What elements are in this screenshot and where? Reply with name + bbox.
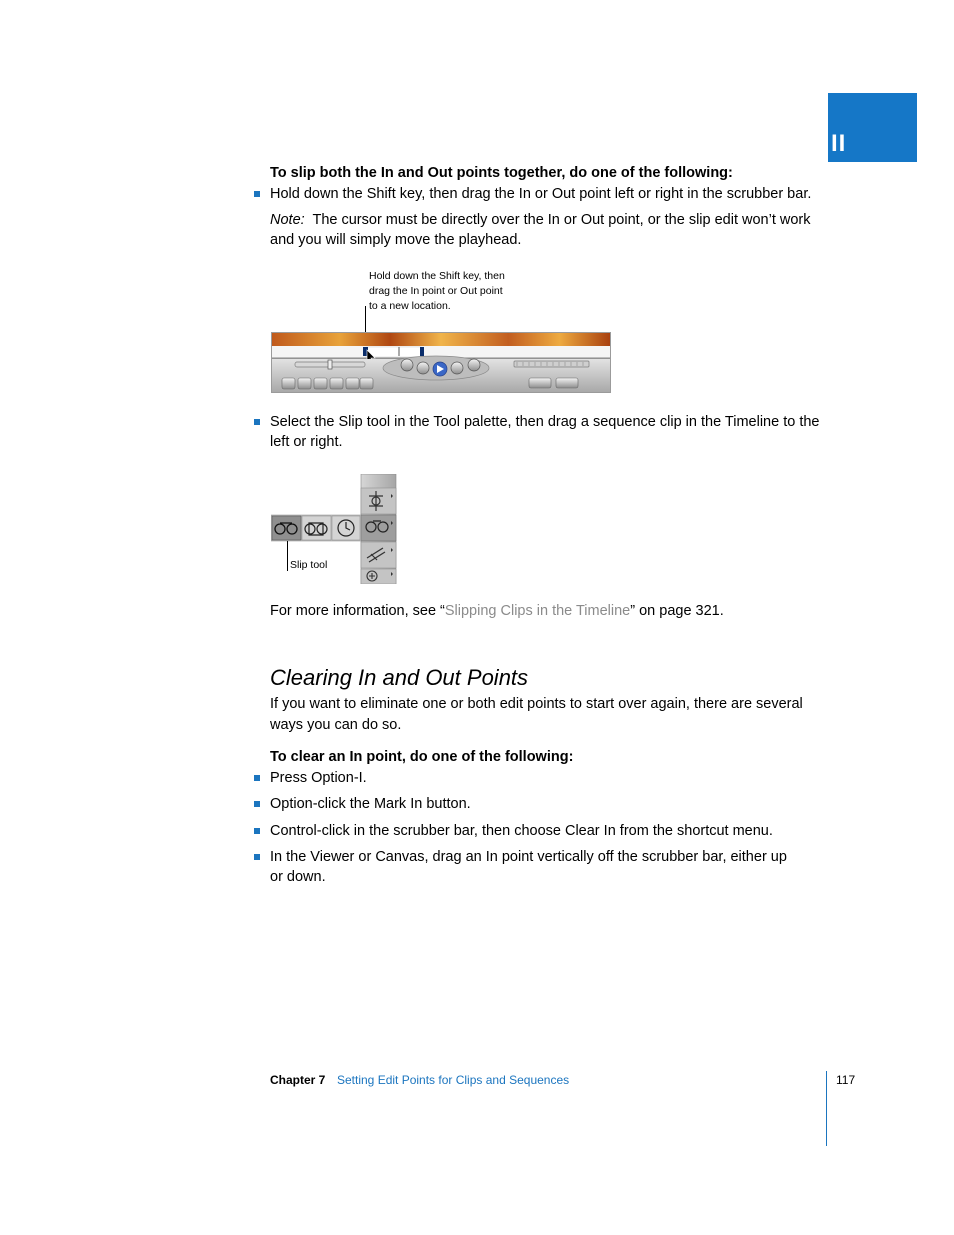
footer-divider bbox=[826, 1071, 827, 1146]
more-info-post: ” on page 321. bbox=[630, 603, 724, 619]
slip-tool-label: Slip tool bbox=[290, 559, 328, 571]
note-label: Note: bbox=[270, 212, 305, 228]
bullet-marker bbox=[254, 191, 260, 197]
note-text-line-2: and you will simply move the playhead. bbox=[270, 232, 522, 248]
section-heading: Clearing In and Out Points bbox=[270, 665, 529, 690]
part-tab bbox=[828, 93, 917, 162]
bullet-marker bbox=[254, 854, 260, 860]
slip-tool-leader-line bbox=[287, 541, 288, 571]
video-frame-strip bbox=[272, 333, 610, 346]
bullet-marker bbox=[254, 419, 260, 425]
match-frame-icon bbox=[282, 378, 295, 389]
clear-in-bullet-2: Option-click the Mark In button. bbox=[270, 796, 471, 812]
clear-in-bullet-1: Press Option-I. bbox=[270, 770, 367, 786]
add-marker-icon bbox=[330, 378, 343, 389]
viewer-scrubber-figure bbox=[271, 332, 611, 393]
mark-out-icon bbox=[360, 378, 373, 389]
cross-reference-link[interactable]: Slipping Clips in the Timeline bbox=[444, 603, 631, 619]
callout-line-3: to a new location. bbox=[369, 300, 451, 312]
slip-bullet-2-line-1: Select the Slip tool in the Tool palette, then drag a sequence clip in the Timeline to the bbox=[270, 414, 820, 430]
part-tab-label: II bbox=[831, 130, 847, 157]
out-point-marker bbox=[420, 347, 424, 356]
in-out-range bbox=[366, 347, 421, 357]
recent-clips-popup-icon bbox=[529, 378, 551, 388]
clearing-intro-line-1: If you want to eliminate one or both edit points to start over again, there are several bbox=[270, 696, 803, 712]
slip-lead: To slip both the In and Out points together, do one of the following: bbox=[270, 165, 733, 181]
bullet-marker bbox=[254, 775, 260, 781]
jog-control bbox=[514, 361, 589, 367]
play-around-icon bbox=[451, 362, 463, 374]
note-paragraph bbox=[270, 210, 811, 230]
page-number: 117 bbox=[836, 1073, 856, 1087]
clear-in-bullet-3: Control-click in the scrubber bar, then choose Clear In from the shortcut menu. bbox=[270, 823, 773, 839]
footer-chapter: Chapter 7 bbox=[270, 1073, 326, 1087]
footer-chapter-title: Setting Edit Points for Clips and Sequences bbox=[337, 1073, 570, 1087]
prev-edit-icon bbox=[401, 359, 413, 371]
next-edit-icon bbox=[468, 359, 480, 371]
more-info-paragraph bbox=[270, 601, 724, 621]
more-info-pre: For more information, see “ bbox=[270, 603, 445, 619]
slip-bullet-1: Hold down the Shift key, then drag the In or Out point left or right in the scrubber bar. bbox=[270, 186, 812, 202]
note-text: The cursor must be directly over the In or Out point, or the slip edit won’t work bbox=[304, 212, 811, 228]
clear-in-bullet-4-line-1: In the Viewer or Canvas, drag an In point vertically off the scrubber bar, either up bbox=[270, 849, 787, 865]
mark-clip-icon bbox=[298, 378, 311, 389]
callout-line-1: Hold down the Shift key, then bbox=[369, 270, 505, 282]
clearing-intro-line-2: ways you can do so. bbox=[270, 717, 402, 733]
slip-bullet-2-line-2: left or right. bbox=[270, 434, 343, 450]
mark-in-icon bbox=[346, 378, 359, 389]
bullet-marker bbox=[254, 828, 260, 834]
generator-popup-icon bbox=[556, 378, 578, 388]
play-in-to-out-icon bbox=[417, 362, 429, 374]
bullet-marker bbox=[254, 801, 260, 807]
clear-in-lead: To clear an In point, do one of the following: bbox=[270, 749, 574, 765]
callout-line-2: drag the In point or Out point bbox=[369, 285, 503, 297]
clear-in-bullet-4-line-2: or down. bbox=[270, 869, 326, 885]
add-keyframe-icon bbox=[314, 378, 327, 389]
